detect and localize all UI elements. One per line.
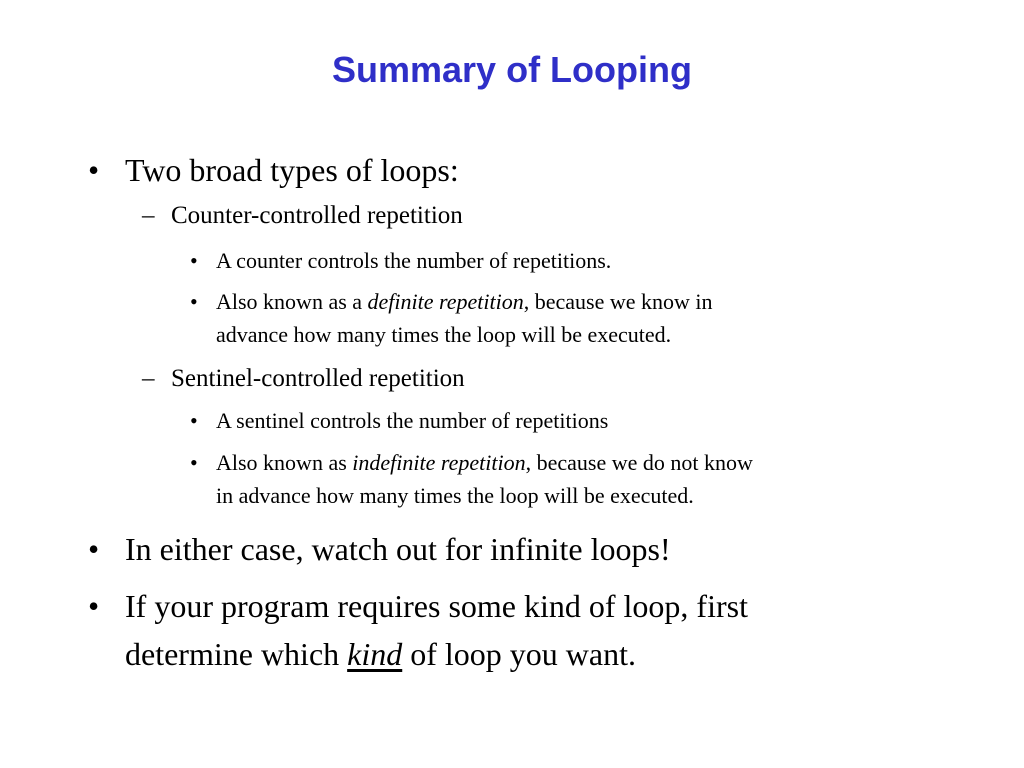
dash-marker: – — [142, 365, 155, 392]
sub-item-text: Sentinel-controlled repetition — [171, 365, 465, 392]
detail-item-4 — [190, 446, 753, 512]
bullet-text-continuation — [125, 630, 748, 678]
bullet-text-post: of loop you want. — [402, 636, 636, 672]
bullet-item-1 — [88, 146, 459, 194]
detail-text — [216, 285, 713, 318]
bullet-marker: • — [190, 408, 198, 433]
detail-item-2 — [190, 285, 713, 351]
bullet-marker: • — [88, 531, 100, 567]
detail-text-post: , because we know in — [523, 289, 713, 314]
slide-title: Summary of Looping — [332, 49, 692, 90]
detail-text-continuation: advance how many times the loop will be executed. — [216, 322, 672, 347]
sub-item-text: Counter-controlled repetition — [171, 202, 463, 229]
detail-text-continuation: in advance how many times the loop will be executed. — [216, 483, 694, 508]
bullet-text: If your program requires some kind of loop, first — [125, 588, 748, 624]
sub-item-counter — [142, 198, 463, 234]
bullet-marker: • — [88, 152, 100, 188]
bullet-marker: • — [190, 248, 198, 273]
emphasis-kind: kind — [347, 636, 403, 672]
bullet-text: Two broad types of loops: — [125, 152, 459, 188]
bullet-marker: • — [190, 289, 198, 314]
detail-item-1 — [190, 244, 611, 277]
emphasis-definite-repetition: definite repetition — [367, 289, 524, 314]
bullet-marker: • — [190, 450, 198, 475]
dash-marker: – — [142, 202, 155, 229]
emphasis-indefinite-repetition: indefinite repetition — [352, 450, 526, 475]
bullet-marker: • — [88, 588, 100, 624]
detail-text-pre: Also known as a — [216, 289, 368, 314]
bullet-text: In either case, watch out for infinite loops! — [125, 531, 671, 567]
sub-item-sentinel — [142, 361, 465, 397]
detail-text-post: , because we do not know — [525, 450, 753, 475]
bullet-item-2 — [88, 525, 671, 573]
bullet-text-pre: determine which — [125, 636, 348, 672]
detail-text-pre: Also known as — [216, 450, 353, 475]
detail-text — [216, 446, 753, 479]
detail-text: A counter controls the number of repetitions. — [216, 248, 612, 273]
bullet-item-3 — [88, 582, 748, 678]
detail-item-3 — [190, 404, 608, 437]
detail-text: A sentinel controls the number of repetitions — [216, 408, 609, 433]
